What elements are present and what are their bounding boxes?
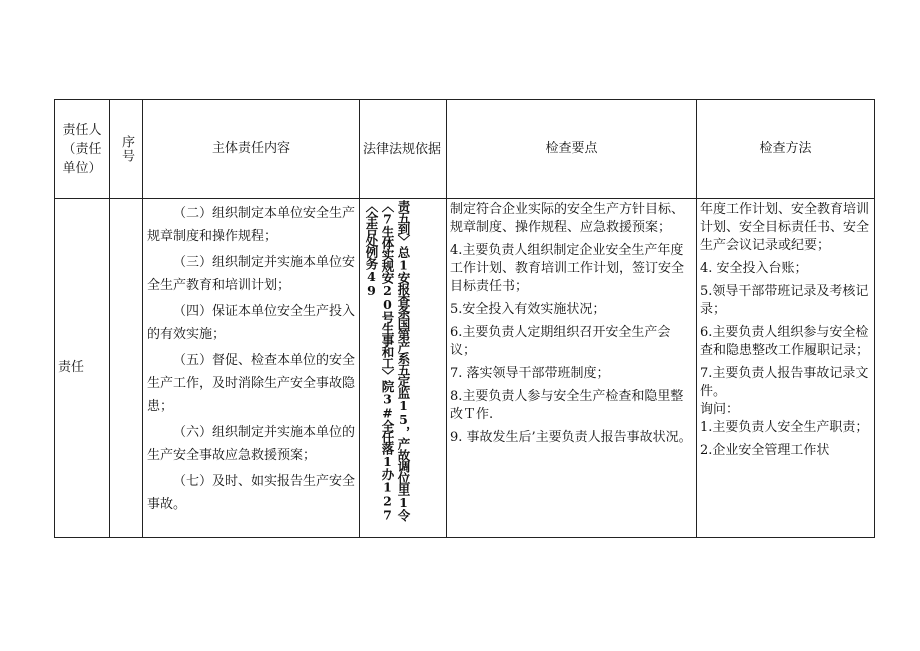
- header-content-label: 主体责任内容: [211, 141, 290, 156]
- content-item: （二）组织制定本单位安全生产规章制度和操作规程；: [147, 206, 356, 244]
- header-seq: [110, 100, 143, 199]
- header-law: [360, 100, 447, 199]
- point-item: 6.主要负责人定期组织召开安全生产会议；: [450, 325, 671, 358]
- responsible-text: 责任: [58, 360, 85, 375]
- header-content: [143, 100, 360, 199]
- cell-method: [697, 199, 875, 538]
- cell-points: [447, 199, 697, 538]
- header-law-label: 法律法规依据: [363, 141, 442, 157]
- law-text: 责五到〉总1安报查条国第产系五定监15，产故调位里1令〈7生体实规安20号生事和工〉院3#全任落1办127〈全告处例务49: [364, 200, 411, 522]
- table-header-row: [55, 100, 875, 199]
- method-item: 7.主要负责人报告事故记录文件。: [700, 366, 869, 399]
- content-item: （六）组织制定并实施本单位的生产安全事故应急救援预案；: [147, 425, 356, 463]
- point-item: 4.主要负责人组织制定企业安全生产年度工作计划、教育培训工作计划，签订安全目标责任书；: [450, 243, 685, 294]
- header-responsible-label: 责任人（责任单位）: [62, 122, 102, 176]
- method-item: 5.领导干部带班记录及考核记录；: [700, 284, 869, 317]
- method-item: 2.企业安全管理工作状: [700, 443, 830, 458]
- cell-seq: [110, 199, 143, 538]
- point-item: 7. 落实领导干部带班制度；: [450, 366, 610, 381]
- header-seq-label: 序号: [119, 135, 134, 163]
- point-item: 5.安全投入有效实施状况；: [450, 302, 606, 317]
- content-item: （五）督促、检查本单位的安全生产工作，及时消除生产安全事故隐患；: [147, 353, 356, 414]
- point-item: 9. 事故发生后’主要负责人报告事故状况。: [450, 430, 692, 445]
- cell-law: [360, 199, 447, 538]
- content-item: （四）保证本单位安全生产投入的有效实施；: [147, 304, 356, 342]
- method-item: 4. 安全投入台账；: [700, 261, 808, 276]
- header-points-label: 检查要点: [545, 141, 598, 156]
- method-item: 1.主要负责人安全生产职责；: [700, 420, 869, 435]
- method-item: 6.主要负责人组织参与安全检查和隐患整改工作履职记录；: [700, 325, 870, 358]
- header-method-label: 检查方法: [759, 141, 812, 156]
- header-responsible: [55, 100, 110, 199]
- header-points: [447, 100, 697, 199]
- point-item: 8.主要负责人参与安全生产检查和隐里整改Ｔ作.: [450, 389, 684, 422]
- method-item: 年度工作计划、安全教育培训计划、安全目标责任书、安全生产会议记录或纪要；: [700, 202, 870, 253]
- cell-content: [143, 199, 360, 538]
- method-item: 询问：: [700, 402, 740, 417]
- cell-responsible: [55, 199, 110, 538]
- content-item: （三）组织制定并实施本单位安全生产教育和培训计划；: [147, 255, 356, 293]
- point-item: 制定符合企业实际的安全生产方针目标、规章制度、操作规程、应急救援预案；: [450, 202, 685, 235]
- header-method: [697, 100, 875, 199]
- content-item: （七）及时、如实报告生产安全事故。: [147, 474, 356, 512]
- table-row: [55, 199, 875, 538]
- responsibility-table: [54, 99, 875, 538]
